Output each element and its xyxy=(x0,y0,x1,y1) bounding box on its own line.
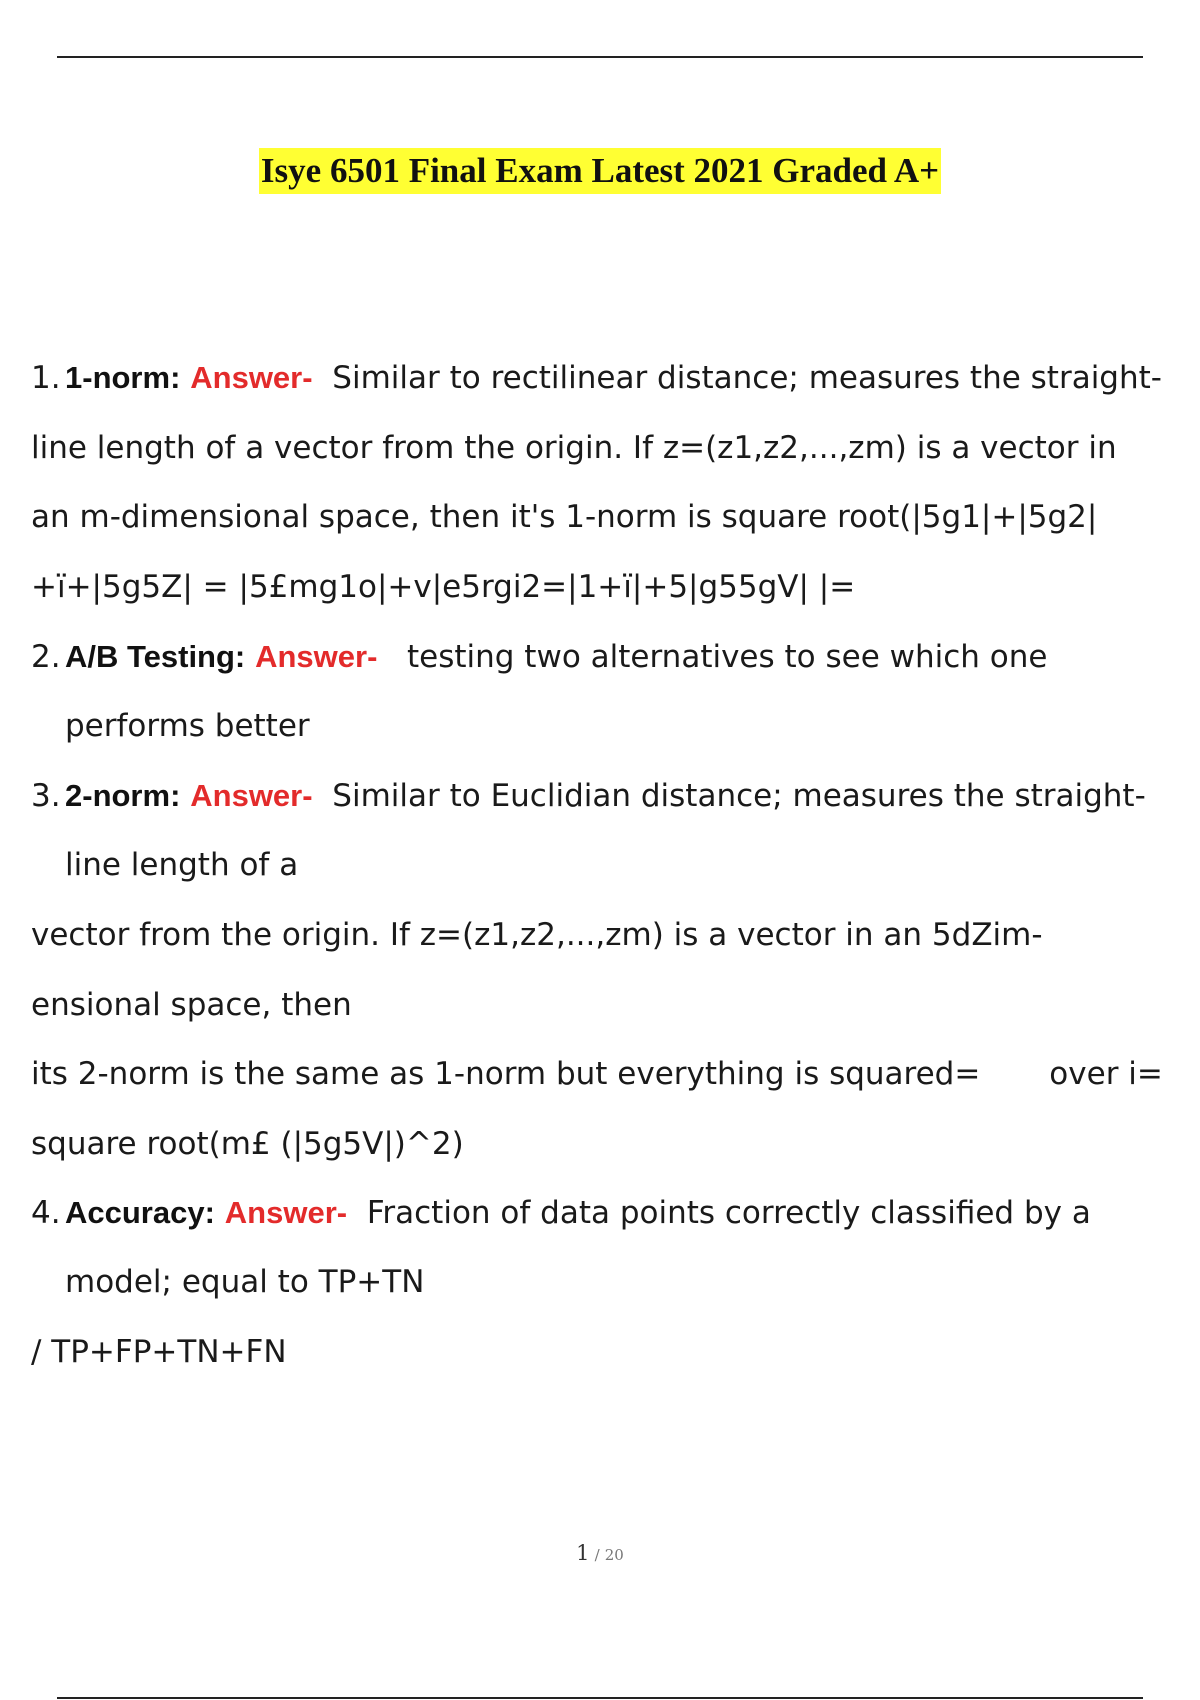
item-text-line: its 2-norm is the same as 1-norm but everything is squared= over i= xyxy=(31,1056,1163,1092)
list-item xyxy=(31,358,1162,398)
title-container xyxy=(0,148,1200,194)
item-text-line: / TP+FP+TN+FN xyxy=(31,1334,287,1370)
item-term: 2-norm: xyxy=(65,778,181,813)
item-text: Similar to Euclidian distance; measures the straight- xyxy=(332,778,1146,814)
item-text: Fraction of data points correctly classified by a xyxy=(366,1195,1091,1231)
page-separator: / xyxy=(594,1546,600,1564)
current-page: 1 xyxy=(576,1541,590,1565)
answer-label: Answer- xyxy=(255,639,378,674)
item-text: Similar to rectilinear distance; measures the straight- xyxy=(332,360,1162,396)
total-pages: 20 xyxy=(604,1546,624,1564)
list-item xyxy=(31,776,1146,816)
item-text-line: line length of a xyxy=(65,847,299,883)
item-text-line: an m-dimensional space, then it's 1-norm is square root(|5g1|+|5g2| xyxy=(31,499,1098,535)
item-term: Accuracy: xyxy=(65,1195,215,1230)
item-term: A/B Testing: xyxy=(65,639,246,674)
answer-label: Answer- xyxy=(190,360,313,395)
item-text-line: ensional space, then xyxy=(31,987,352,1023)
list-item xyxy=(31,1193,1091,1233)
item-number: 3. xyxy=(31,778,61,814)
page-indicator xyxy=(0,1541,1200,1565)
item-number: 2. xyxy=(31,639,61,675)
list-item xyxy=(31,637,1047,677)
item-number: 1. xyxy=(31,360,61,396)
bottom-rule xyxy=(57,1697,1143,1699)
item-text-line: performs better xyxy=(65,708,310,744)
item-number: 4. xyxy=(31,1195,61,1231)
document-title: Isye 6501 Final Exam Latest 2021 Graded A+ xyxy=(259,148,941,194)
answer-label: Answer- xyxy=(224,1195,348,1230)
item-text-line: square root(m£ (|5g5V|)^2) xyxy=(31,1126,464,1162)
answer-label: Answer- xyxy=(190,778,313,813)
top-rule xyxy=(57,56,1143,58)
item-text-line: +ï+|5g5Z| = |5£mg1o|+v|e5rgi2=|1+ï|+5|g55gV| |= xyxy=(31,569,856,605)
item-term: 1-norm: xyxy=(65,360,181,395)
item-text-line: model; equal to TP+TN xyxy=(65,1264,425,1300)
item-text-line: vector from the origin. If z=(z1,z2,...,zm) is a vector in an 5dZim- xyxy=(31,917,1043,953)
item-text: testing two alternatives to see which one xyxy=(406,639,1048,675)
item-text-line: line length of a vector from the origin. If z=(z1,z2,...,zm) is a vector in xyxy=(31,430,1117,466)
